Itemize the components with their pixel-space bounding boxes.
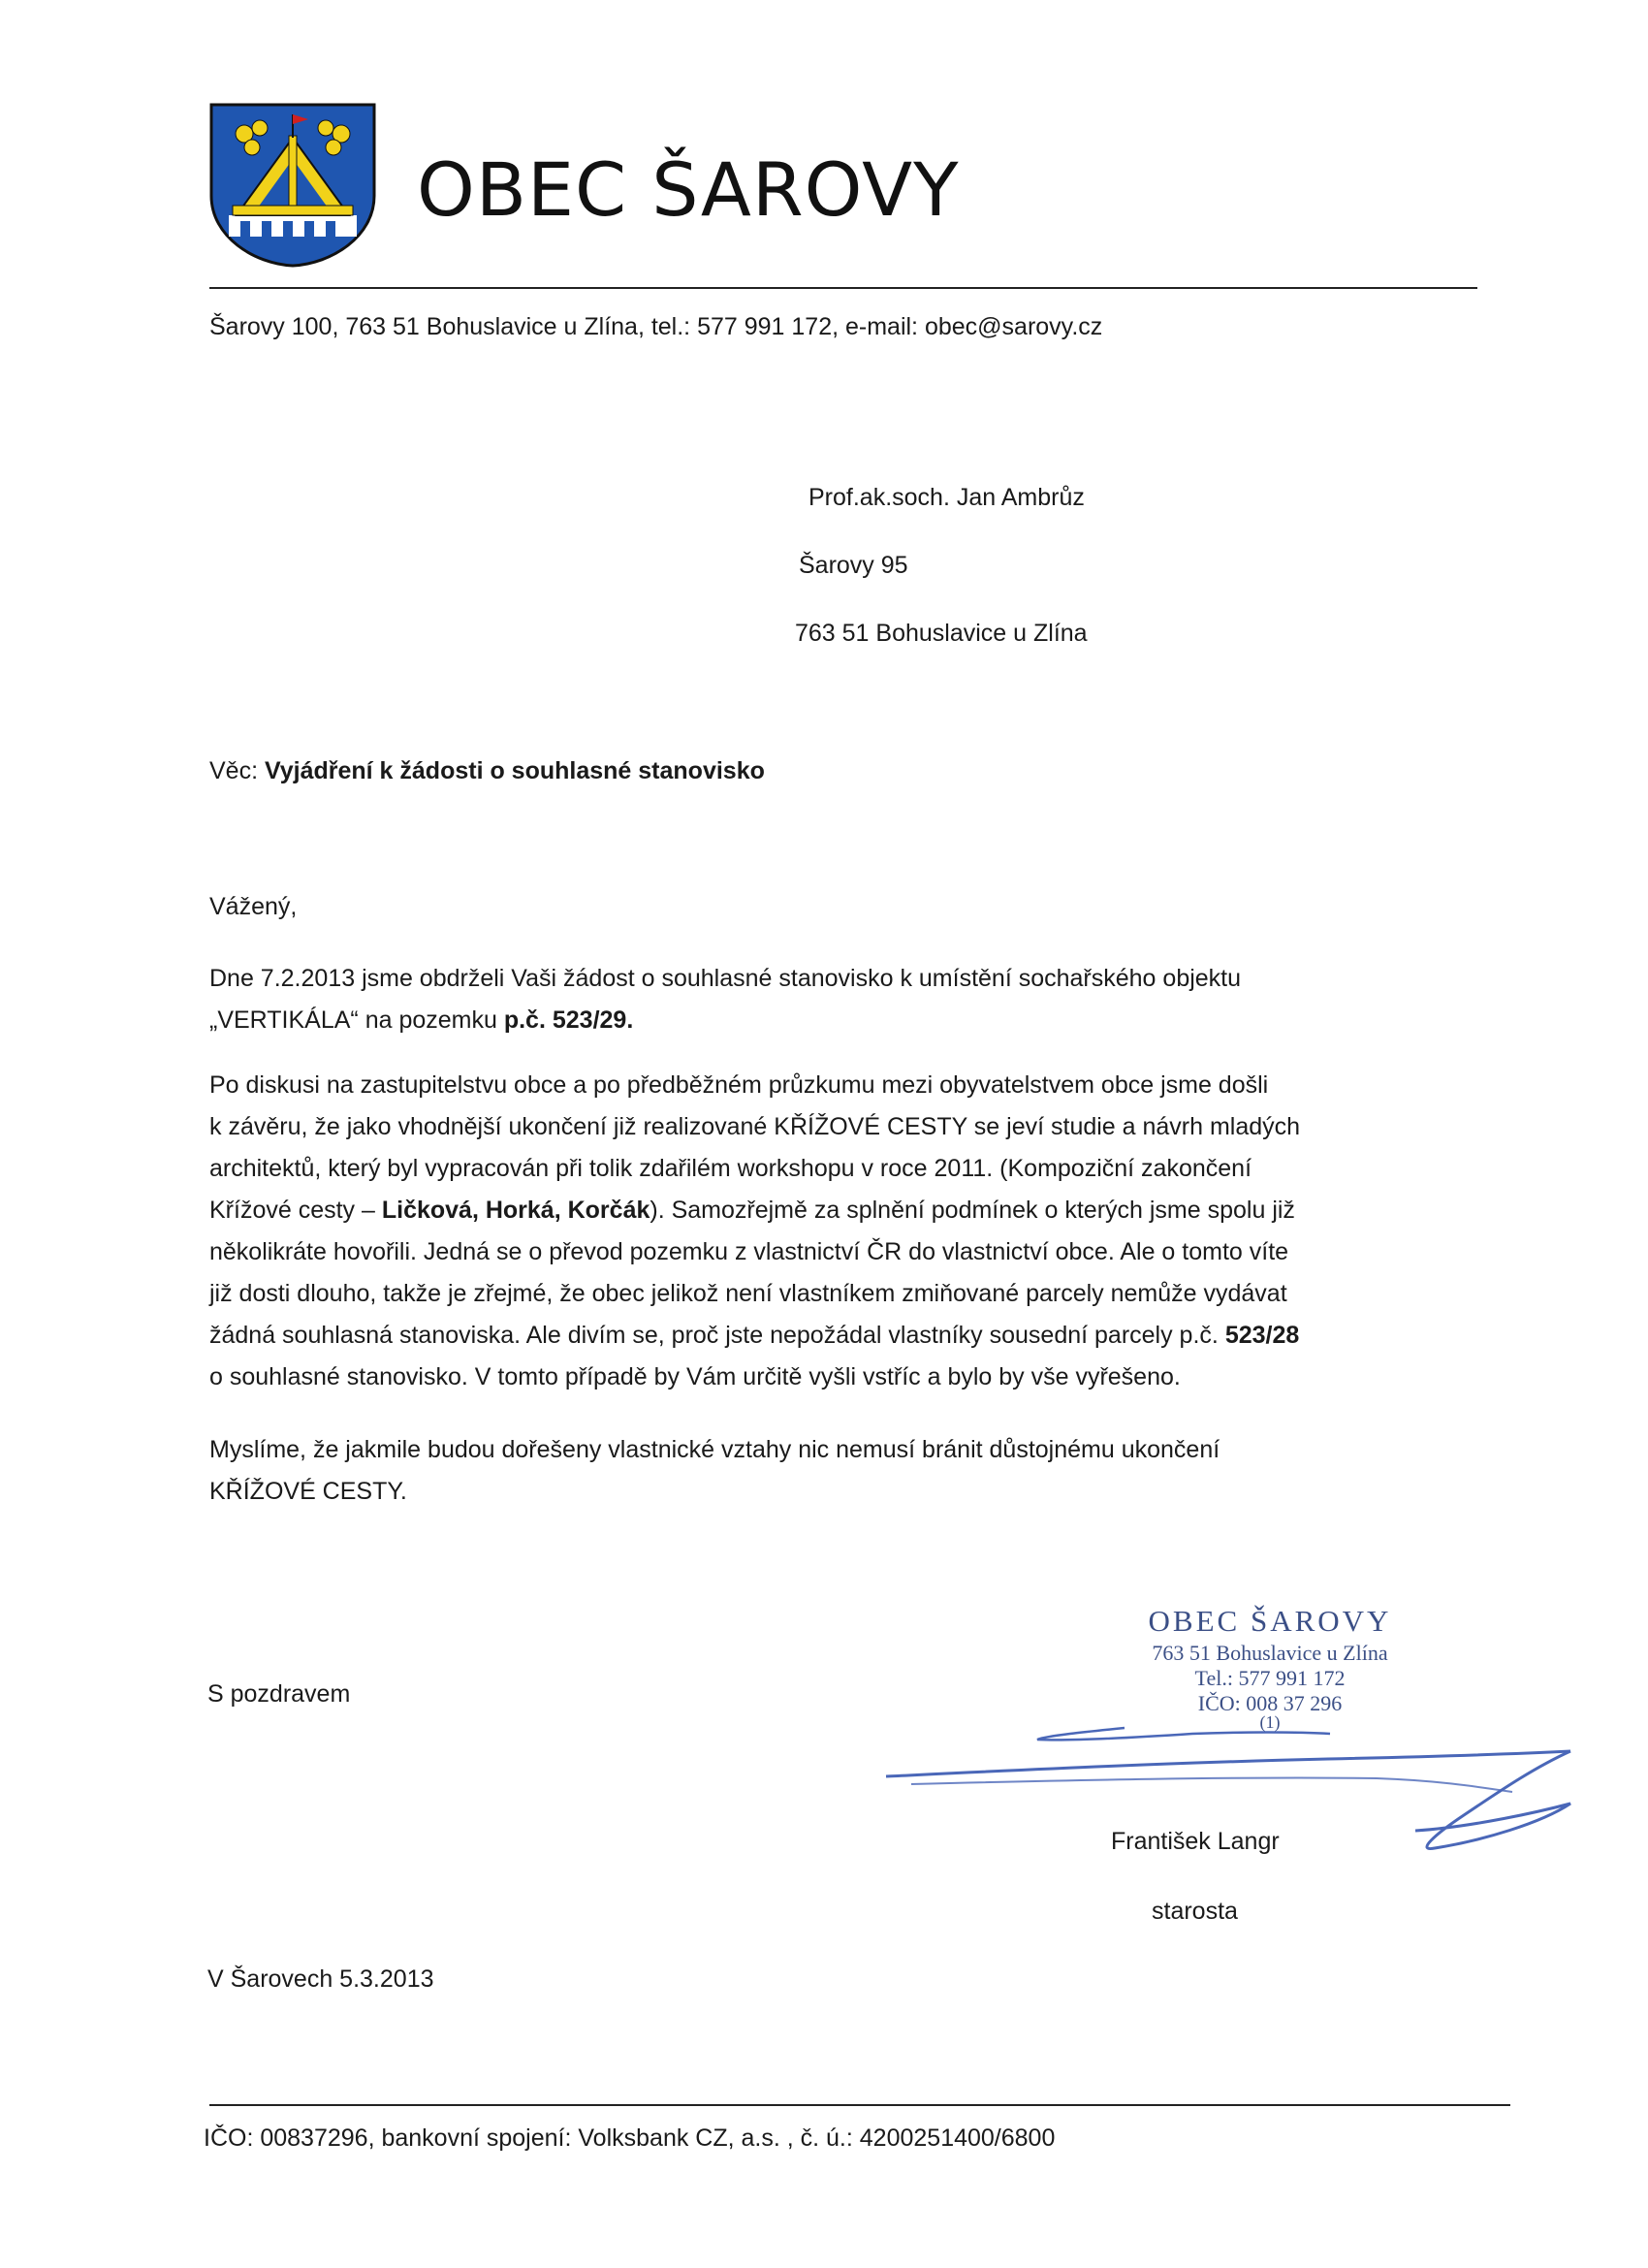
paragraph-2-line-1: Po diskusi na zastupitelstvu obce a po předběžném průzkumu mezi obyvatelstvem obce jsme došli [209,1071,1269,1099]
letterhead-title: OBEC ŠAROVY [417,146,960,233]
paragraph-2-line-8: o souhlasné stanovisko. V tomto případě by Vám určitě vyšli vstříc a bylo by vše vyřešeno. [209,1363,1181,1390]
paragraph-2-line-7: žádná souhlasná stanoviska. Ale divím se, proč jste nepožádal vlastníky sousední parcely p.č. 523/28 [209,1322,1300,1349]
place-date: V Šarovech 5.3.2013 [207,1965,434,1993]
paragraph-2-line-3: architektů, který byl vypracován při tolik zdařilém workshopu v roce 2011. (Kompoziční zakončení [209,1155,1252,1182]
footer-divider [209,2104,1510,2106]
header-divider [209,287,1477,289]
stamp-number: (1) [1259,1712,1281,1732]
salutation: Vážený, [209,893,298,920]
closing-greeting: S pozdravem [207,1680,351,1708]
stamp-phone: Tel.: 577 991 172 [1194,1666,1346,1690]
recipient-city: 763 51 Bohuslavice u Zlína [795,620,1088,647]
recipient-name: Prof.ak.soch. Jan Ambrůz [808,484,1085,511]
subject-label: Věc: [209,757,259,784]
stamp-ico: IČO: 008 37 296 [1197,1691,1343,1715]
stamp-name: OBEC ŠAROVY [1148,1604,1392,1638]
paragraph-3-line-1: Myslíme, že jakmile budou dořešeny vlastnické vztahy nic nemusí bránit důstojnému ukončení [209,1436,1220,1463]
footer-bank-details: IČO: 00837296, bankovní spojení: Volksbank CZ, a.s. , č. ú.: 4200251400/6800 [204,2124,1056,2152]
paragraph-1-line-1: Dne 7.2.2013 jsme obdrželi Vaši žádost o souhlasné stanovisko k umístění sochařského objektu [209,965,1242,992]
paragraph-2-line-6: již dosti dlouho, takže je zřejmé, že obec jelikož není vlastníkem zmiňované parcely nemůže vydávat [209,1280,1287,1307]
paragraph-2-line-2: k závěru, že jako vhodnější ukončení již realizované KŘÍŽOVÉ CESTY se jeví studie a návrh mladých [209,1113,1301,1140]
paragraph-2 [209,1065,1411,1398]
letterhead-contact: Šarovy 100, 763 51 Bohuslavice u Zlína, tel.: 577 991 172, e-mail: obec@sarovy.cz [209,313,1103,340]
signatory-name: František Langr [1111,1828,1280,1855]
recipient-street: Šarovy 95 [799,552,908,579]
paragraph-1 [209,958,1411,1041]
paragraph-2-line-5: několikráte hovořili. Jedná se o převod pozemku z vlastnictví ČR do vlastnictví obce. Ale o tomto víte [209,1238,1289,1265]
coat-of-arms-logo [207,101,378,270]
paragraph-3 [209,1429,1411,1513]
paragraph-3-line-2: KŘÍŽOVÉ CESTY. [209,1478,407,1505]
subject-line [209,756,765,785]
subject-text: Vyjádření k žádosti o souhlasné stanovisko [264,757,765,784]
signatory-role: starosta [1152,1898,1238,1925]
handwritten-signature [872,1707,1629,1901]
paragraph-1-line-2: „VERTIKÁLA“ na pozemku p.č. 523/29. [209,1006,634,1034]
stamp-address: 763 51 Bohuslavice u Zlína [1152,1641,1388,1665]
paragraph-2-line-4: Křížové cesty – Ličková, Horká, Korčák). Samozřejmě za splnění podmínek o kterých jsme spolu již [209,1197,1295,1224]
